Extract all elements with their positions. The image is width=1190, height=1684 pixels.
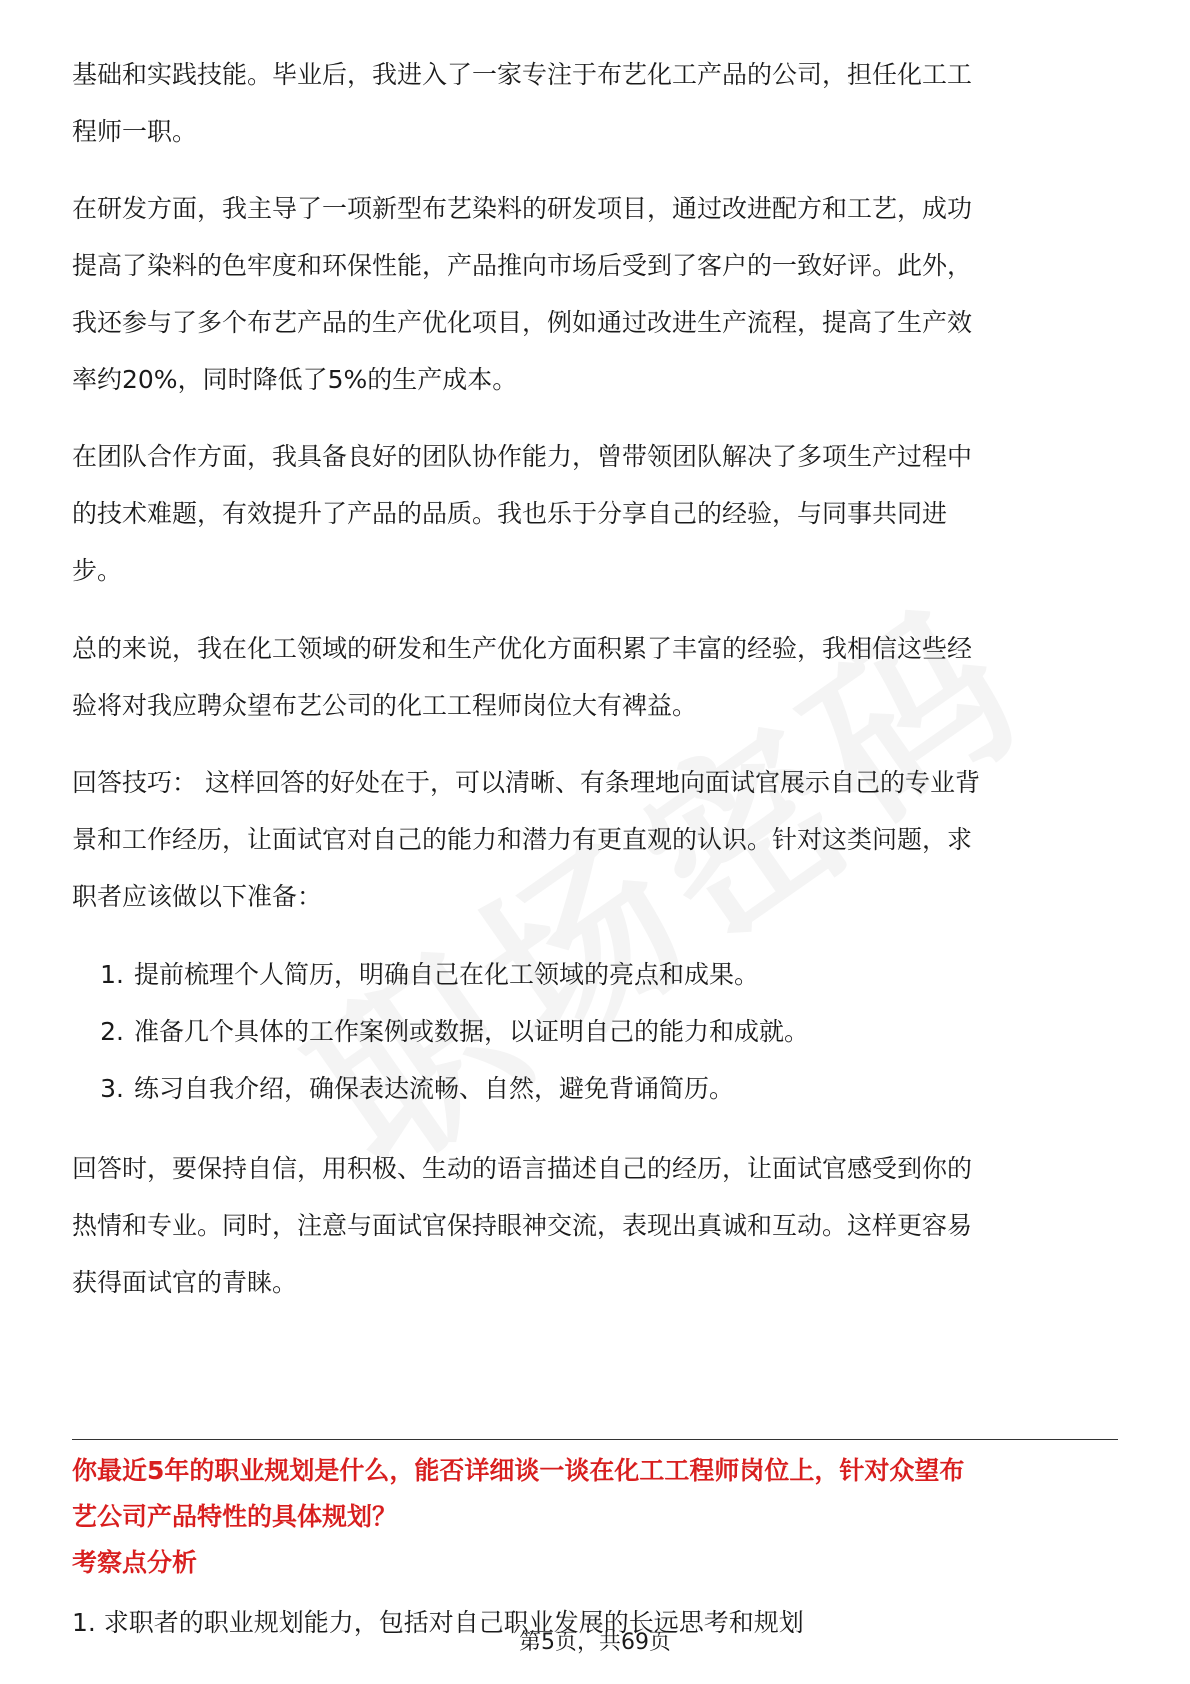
list-item (72, 1003, 1118, 1060)
paragraph-2 (72, 180, 1118, 408)
text-line: 在团队合作方面，我具备良好的团队协作能力，曾带领团队解决了多项生产过程中 (72, 442, 973, 471)
text-line: 回答时，要保持自信，用积极、生动的语言描述自己的经历，让面试官感受到你的 (72, 1154, 973, 1183)
text-line: 热情和专业。同时，注意与面试官保持眼神交流，表现出真诚和互动。这样更容易 (72, 1211, 973, 1240)
list-item (72, 946, 1118, 1003)
paragraph-3 (72, 428, 1118, 599)
section-divider (72, 1439, 1118, 1440)
truncated-list-item (72, 1603, 1118, 1637)
text-line: 基础和实践技能。毕业后，我进入了一家专注于布艺化工产品的公司，担任化工工 (72, 60, 973, 89)
question-line: 艺公司产品特性的具体规划？ (72, 1502, 398, 1531)
text-line: 的技术难题，有效提升了产品的品质。我也乐于分享自己的经验，与同事共同进 (72, 499, 948, 528)
list-number: 2. (100, 1017, 124, 1046)
list-number: 1. (100, 960, 124, 989)
answer-tips-paragraph (72, 754, 1118, 925)
text-line: 总的来说，我在化工领域的研发和生产优化方面积累了丰富的经验，我相信这些经 (72, 634, 973, 663)
list-number: 3. (100, 1074, 124, 1103)
text-line: 获得面试官的青睐。 (72, 1268, 298, 1297)
text-line: 在研发方面，我主导了一项新型布艺染料的研发项目，通过改进配方和工艺，成功 (72, 194, 973, 223)
text-line: 回答技巧： 这样回答的好处在于，可以清晰、有条理地向面试官展示自己的专业背 (72, 768, 980, 797)
preparation-list (72, 946, 1118, 1117)
text-line: 验将对我应聘众望布艺公司的化工工程师岗位大有裨益。 (72, 691, 698, 720)
page-number: 第5页，共69页 (519, 1630, 671, 1655)
list-text: 练习自我介绍，确保表达流畅、自然，避免背诵简历。 (134, 1074, 735, 1103)
paragraph-1 (72, 46, 1118, 160)
text-line: 率约20%，同时降低了5%的生产成本。 (72, 365, 518, 394)
list-text: 提前梳理个人简历，明确自己在化工领域的亮点和成果。 (134, 960, 760, 989)
text-line: 步。 (72, 556, 123, 585)
closing-paragraph (72, 1140, 1118, 1311)
interview-question (72, 1448, 1118, 1540)
text-line: 我还参与了多个布艺产品的生产优化项目，例如通过改进生产流程，提高了生产效 (72, 308, 973, 337)
list-item (72, 1060, 1118, 1117)
text-line: 程师一职。 (72, 117, 198, 146)
text-line: 景和工作经历，让面试官对自己的能力和潜力有更直观的认识。针对这类问题，求 (72, 825, 973, 854)
question-line: 你最近5年的职业规划是什么，能否详细谈一谈在化工工程师岗位上，针对众望布 (72, 1456, 965, 1485)
section-title: 考察点分析 (72, 1548, 198, 1577)
text-line: 提高了染料的色牢度和环保性能，产品推向市场后受到了客户的一致好评。此外， (72, 251, 973, 280)
list-text: 准备几个具体的工作案例或数据，以证明自己的能力和成就。 (134, 1017, 810, 1046)
text-line: 职者应该做以下准备： (72, 882, 323, 911)
paragraph-4 (72, 620, 1118, 734)
truncated-text: 1. 求职者的职业规划能力，包括对自己职业发展的长远思考和规划 (72, 1608, 804, 1637)
